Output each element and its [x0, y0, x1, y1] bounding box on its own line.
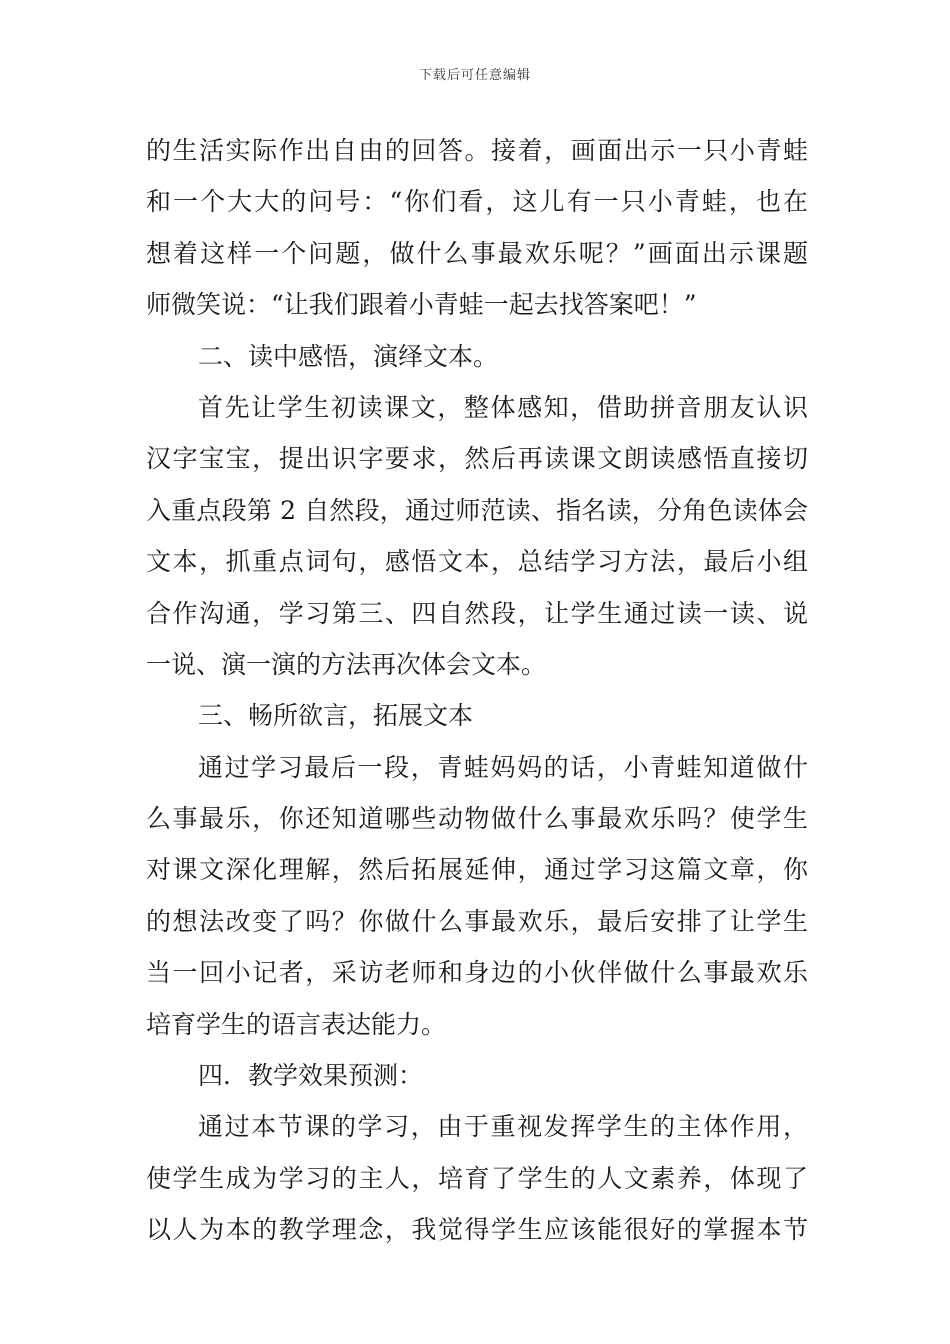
text-line: 么事最乐，你还知道哪些动物做什么事最欢乐吗？使学生 — [146, 804, 808, 834]
text-line: 使学生成为学习的主人，培育了学生的人文素养，体现了 — [146, 1163, 808, 1193]
text-line: 首先让学生初读课文，整体感知，借助拼音朋友认识 — [198, 392, 808, 422]
text-line: 培育学生的语言表达能力。 — [146, 1009, 447, 1039]
text-line: 的想法改变了吗？你做什么事最欢乐，最后安排了让学生 — [146, 906, 808, 936]
text-line: 想着这样一个问题，做什么事最欢乐呢？”画面出示课题 — [146, 238, 808, 268]
text-line: 入重点段第 2 自然段，通过师范读、指名读，分角色读体会 — [146, 495, 808, 525]
text-line: 对课文深化理解，然后拓展延伸，通过学习这篇文章，你 — [146, 855, 808, 885]
text-line: 合作沟通，学习第三、四自然段，让学生通过读一读、说 — [146, 598, 808, 628]
text-line: 以人为本的教学理念，我觉得学生应该能很好的掌握本节 — [146, 1215, 808, 1245]
text-line: 汉字宝宝，提出识字要求，然后再读课文朗读感悟直接切 — [146, 444, 808, 474]
text-line: 一说、演一演的方法再次体会文本。 — [146, 649, 547, 679]
section-heading: 四．教学效果预测： — [198, 1061, 424, 1091]
text-line: 当一回小记者，采访老师和身边的小伙伴做什么事最欢乐 — [146, 958, 808, 988]
section-heading: 三、畅所欲言，拓展文本 — [198, 701, 474, 731]
text-line: 师微笑说：“让我们跟着小青蛙一起去找答案吧！” — [146, 290, 697, 320]
text-line: 和一个大大的问号：“你们看，这儿有一只小青蛙，也在 — [146, 187, 808, 217]
text-line: 通过本节课的学习，由于重视发挥学生的主体作用， — [198, 1112, 808, 1142]
page-header: 下载后可任意编辑 — [418, 68, 531, 83]
text-line: 文本，抓重点词句，感悟文本，总结学习方法，最后小组 — [146, 547, 808, 577]
text-line: 通过学习最后一段，青蛙妈妈的话，小青蛙知道做什 — [198, 752, 808, 782]
section-heading: 二、读中感悟，演绎文本。 — [198, 341, 499, 371]
document-body — [146, 125, 808, 1256]
text-line: 的生活实际作出自由的回答。接着，画面出示一只小青蛙 — [146, 136, 808, 165]
